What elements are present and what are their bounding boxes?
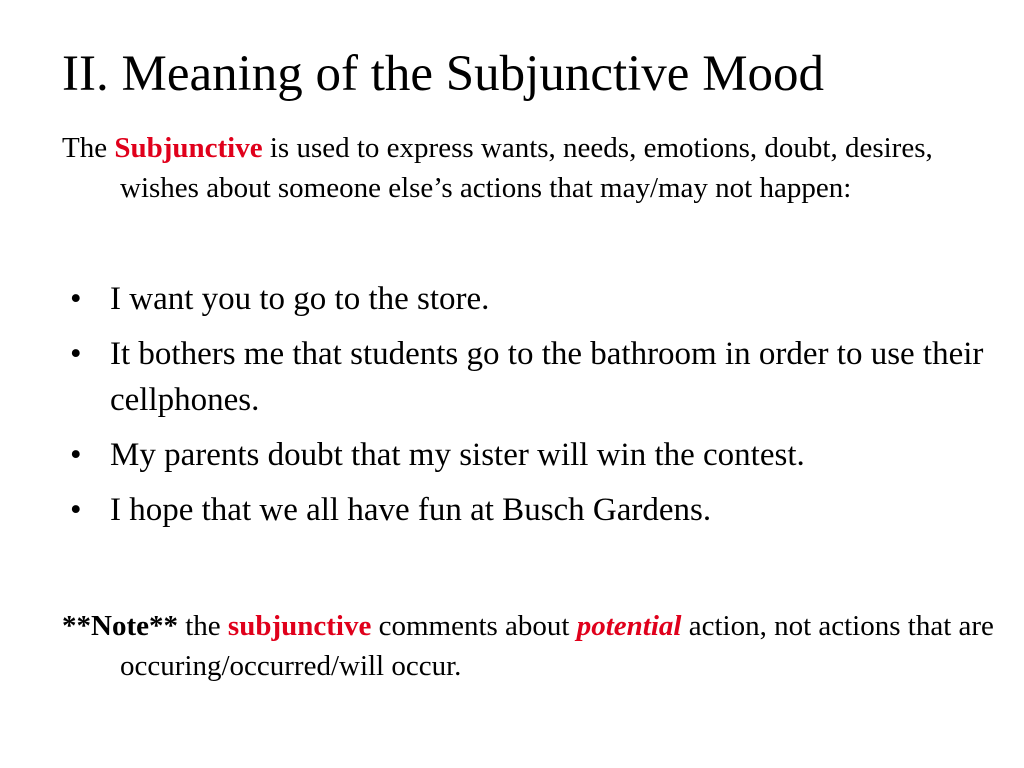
bullet-icon: • (70, 336, 82, 372)
bullet-icon: • (70, 492, 82, 528)
note-part-1: the (177, 610, 228, 642)
note-paragraph (62, 606, 1020, 686)
bullet-item (70, 432, 990, 478)
intro-paragraph (62, 128, 980, 208)
note-part-2: comments about (371, 610, 577, 642)
example-bullet-list (70, 276, 990, 542)
slide-title: II. Meaning of the Subjunctive Mood (62, 46, 825, 102)
intro-prefix: The (62, 132, 115, 164)
bullet-text: It bothers me that students go to the bathroom in order to use their cellphones. (110, 336, 984, 418)
note-part-3: action, not actions that are occuring/occurred/will occur. (120, 610, 994, 682)
bullet-icon: • (70, 281, 82, 317)
bullet-icon: • (70, 437, 82, 473)
note-label: **Note** (62, 610, 178, 642)
bullet-text: My parents doubt that my sister will win the contest. (110, 437, 805, 473)
bullet-text: I want you to go to the store. (110, 281, 490, 317)
bullet-item (70, 487, 990, 533)
note-keyword-subjunctive: subjunctive (227, 610, 372, 642)
note-keyword-potential: potential (576, 610, 682, 642)
intro-rest: is used to express wants, needs, emotions, doubt, desires, wishes about someone else’s actions that may/may not happen: (120, 132, 933, 204)
intro-keyword-subjunctive: Subjunctive (114, 132, 263, 164)
bullet-text: I hope that we all have fun at Busch Gardens. (110, 492, 712, 528)
bullet-item (70, 331, 990, 423)
bullet-item (70, 276, 990, 322)
